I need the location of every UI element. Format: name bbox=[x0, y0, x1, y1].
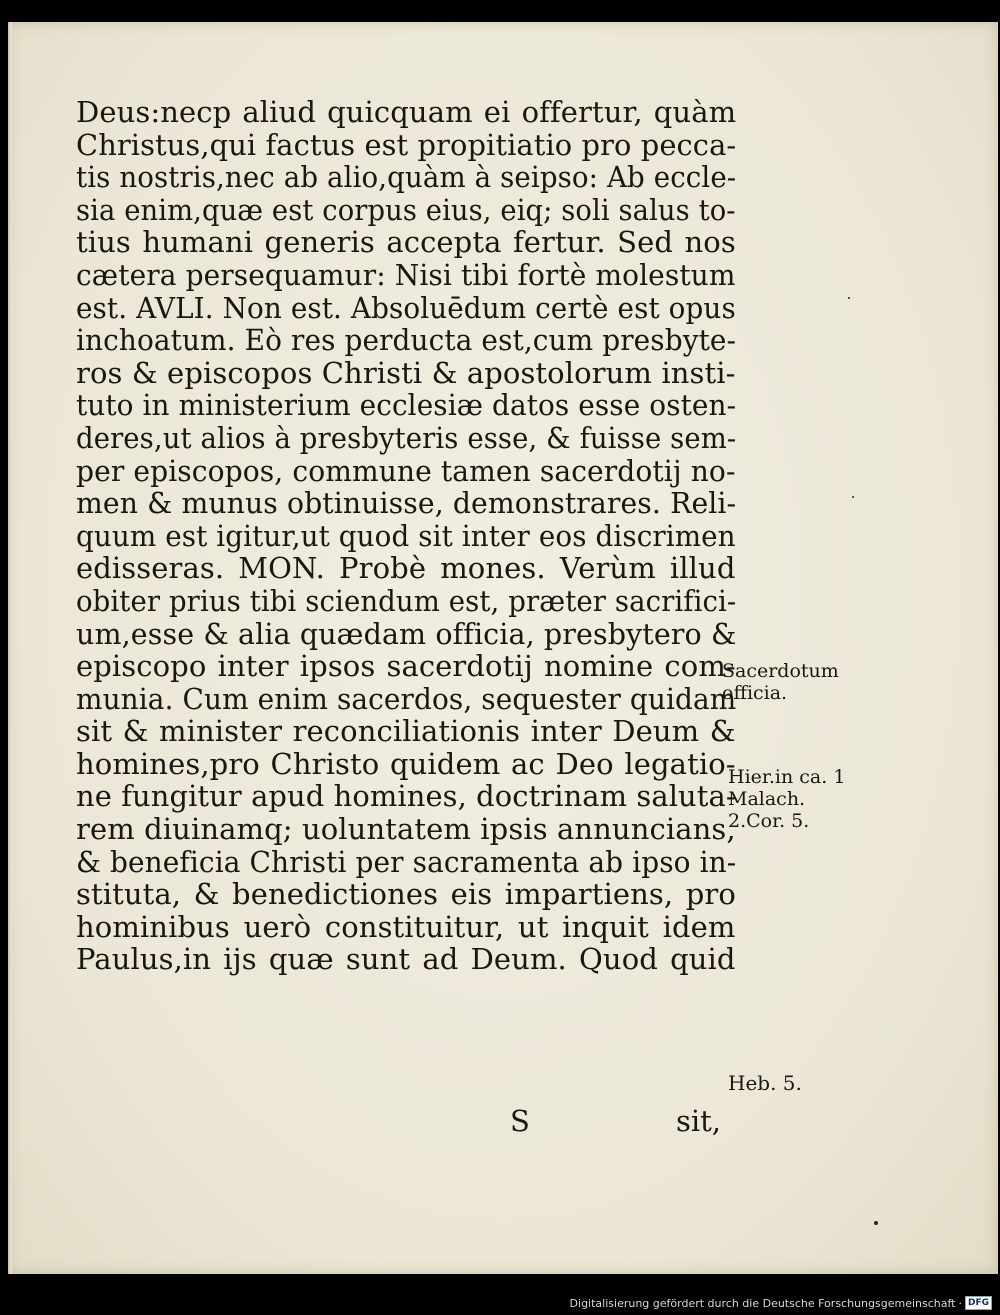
text-line: tuto in ministerium ecclesiæ datos esse osten- bbox=[76, 388, 737, 423]
footer-separator: · bbox=[958, 1296, 962, 1310]
text-line: per episcopos, commune tamen sacerdotij no- bbox=[76, 453, 736, 488]
text-line: deres,ut alios à presbyteris esse, & fuisse sem- bbox=[76, 420, 737, 455]
margin-note-sacerdotum: Sacerdotum officia. bbox=[722, 660, 839, 704]
footer-credit: Digitalisierung gefördert durch die Deutsche Forschungsgemeinschaft bbox=[569, 1296, 956, 1310]
paper-speck bbox=[852, 496, 854, 498]
text-line: quum est igitur,ut quod sit inter eos discrimen bbox=[76, 518, 736, 553]
text-line: tius humani generis accepta fertur. Sed nos bbox=[76, 225, 736, 260]
text-line: obiter prius tibi sciendum est, præter sacrifici- bbox=[76, 583, 737, 618]
text-line: rem diuinamq; uoluntatem ipsis annuncians, bbox=[76, 812, 736, 847]
text-line: ne fungitur apud homines, doctrinam saluta- bbox=[76, 779, 736, 814]
text-line: um,esse & alia quædam officia, presbytero & bbox=[76, 616, 737, 651]
text-line: hominibus uerò constituitur, ut inquit idem bbox=[76, 909, 736, 944]
margin-note-hebrews: Heb. 5. bbox=[728, 1071, 802, 1095]
text-line: stituta, & benedictiones eis impartiens, pro bbox=[76, 877, 736, 912]
catchword: sit, bbox=[676, 1104, 722, 1138]
text-line: sia enim,quæ est corpus eius, eiq; soli salus to- bbox=[76, 192, 736, 227]
text-line: Deus:necp aliud quicquam ei offertur, quàm bbox=[76, 95, 737, 129]
text-line: Paulus,in ijs quæ sunt ad Deum. Quod quid bbox=[76, 942, 736, 977]
text-line: cætera persequamur: Nisi tibi fortè molestum bbox=[76, 257, 736, 292]
digitization-footer bbox=[570, 1296, 992, 1310]
text-line: episcopo inter ipsos sacerdotij nomine com- bbox=[76, 649, 736, 684]
margin-note-hieronymus: Hier.in ca. 1 Malach. 2.Cor. 5. bbox=[728, 766, 846, 832]
text-line: Christus,qui factus est propitiatio pro pecca- bbox=[76, 127, 737, 162]
text-line: edisseras. MON. Probè mones. Verùm illud bbox=[76, 551, 736, 586]
text-line: ros & episcopos Christi & apostolorum insti- bbox=[76, 355, 736, 390]
text-line: munia. Cum enim sacerdos, sequester quidam bbox=[76, 681, 737, 716]
main-text-block bbox=[76, 96, 736, 976]
text-line: inchoatum. Eò res perducta est,cum presbyte- bbox=[76, 323, 737, 358]
text-line: tis nostris,nec ab alio,quàm à seipso: Ab eccle- bbox=[76, 160, 737, 195]
signature-mark: S bbox=[510, 1104, 530, 1138]
text-line: & beneficia Christi per sacramenta ab ipso in- bbox=[76, 844, 737, 879]
text-line: men & munus obtinuisse, demonstrares. Reli- bbox=[76, 486, 737, 521]
dfg-logo-icon: DFG bbox=[965, 1296, 992, 1310]
page-gutter-shadow bbox=[8, 22, 12, 1274]
paper-speck bbox=[848, 297, 850, 299]
text-line: homines,pro Christo quidem ac Deo legatio- bbox=[76, 746, 736, 781]
text-line: sit & minister reconciliationis inter Deum & bbox=[76, 714, 736, 749]
paper-speck bbox=[874, 1221, 878, 1225]
text-line: est. AVLI. Non est. Absoluēdum certè est opus bbox=[76, 290, 736, 325]
